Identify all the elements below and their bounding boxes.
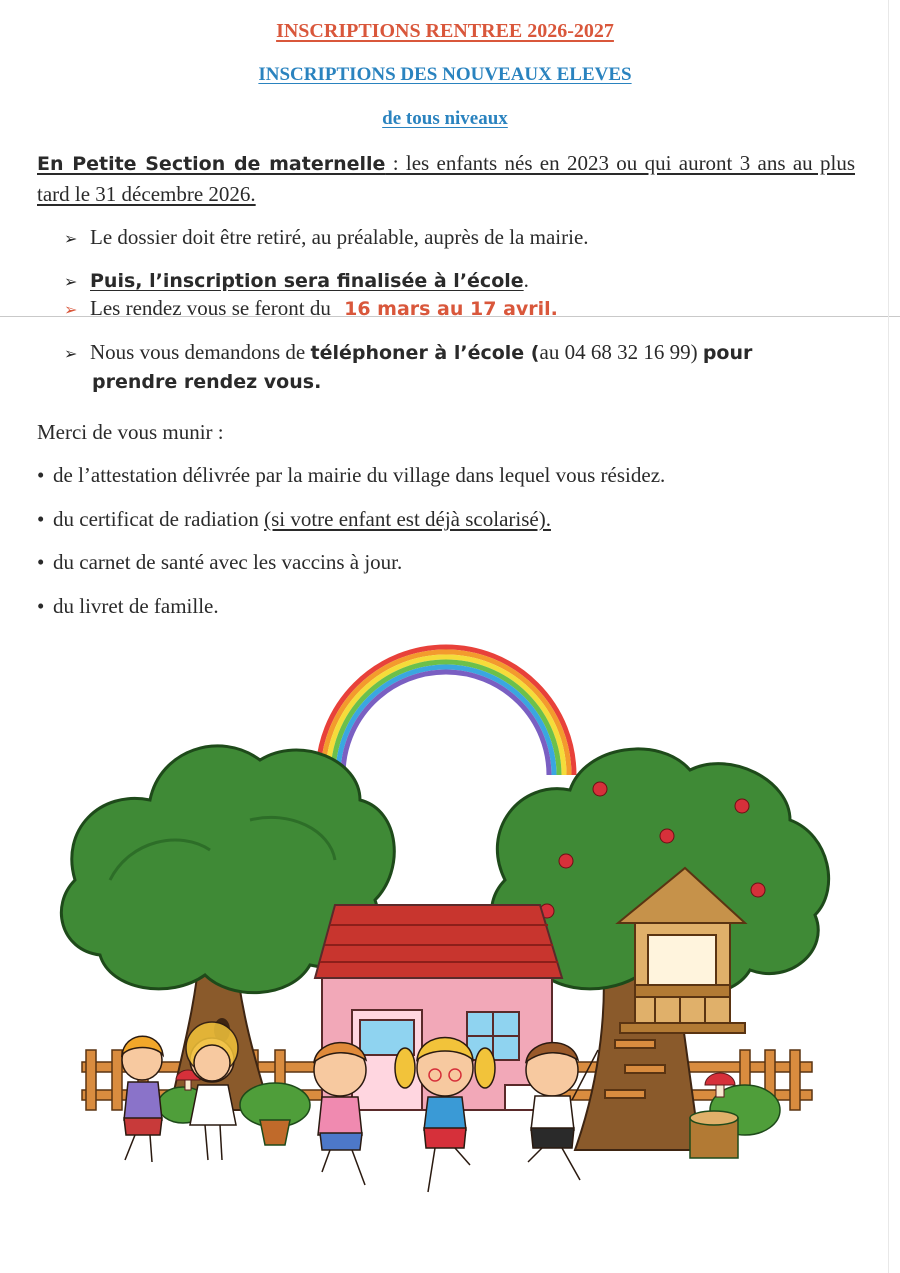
child-icon [314,1043,366,1185]
intro-rest: : les enfants nés en 2023 ou qui auront 3 ans au plus tard le 31 décembre 2026. [37,151,855,206]
rainbow-icon [318,647,574,775]
bullet-telephone-bold2: pour [702,342,753,364]
child-icon [395,1038,495,1193]
dot-bullet-icon: • [37,463,45,487]
child-icon [122,1036,163,1162]
document-item-text: du carnet de santé avec les vaccins à jour. [53,550,403,574]
page-subtitle: INSCRIPTIONS DES NOUVEAUX ELEVES [258,64,632,85]
arrow-bullet-icon: ➢ [64,229,78,248]
arrow-bullet-icon: ➢ [64,272,78,291]
bullet-telephone-bold: téléphoner à l’école ( [310,342,540,364]
arrow-bullet-icon: ➢ [64,300,78,319]
bullet-rendezvous-text: Les rendez vous se feront du [90,296,337,320]
document-item-underlined: (si votre enfant est déjà scolarisé). [264,507,551,531]
bullet-inscription-bold: Puis, l’inscription sera finalisée à l’école [90,270,524,292]
intro-bold: En Petite Section de maternelle [37,153,386,175]
page-title: INSCRIPTIONS RENTREE 2026-2027 [276,20,614,42]
bullet-telephone-text: Nous vous demandons de [90,340,311,364]
phone-number: au 04 68 32 16 99) [539,340,703,364]
rendezvous-dates: 16 mars au 17 avril. [344,298,558,320]
dot-bullet-icon: • [37,507,45,531]
bullet-telephone-line2: prendre rendez vous. [92,371,322,393]
document-item-text: du certificat de radiation [53,507,265,531]
page-subtitle-levels: de tous niveaux [382,108,508,129]
document-item-text: du livret de famille. [53,594,219,618]
arrow-bullet-icon: ➢ [64,344,78,363]
bullet-dossier-text: Le dossier doit être retiré, au préalable, auprès de la mairie. [90,225,589,249]
merci-text: Merci de vous munir : [37,420,224,444]
document-item-text: de l’attestation délivrée par la mairie du village dans lequel vous résidez. [53,463,666,487]
dot-bullet-icon: • [37,594,45,618]
dot-bullet-icon: • [37,550,45,574]
bullet-inscription-end: . [523,268,529,292]
